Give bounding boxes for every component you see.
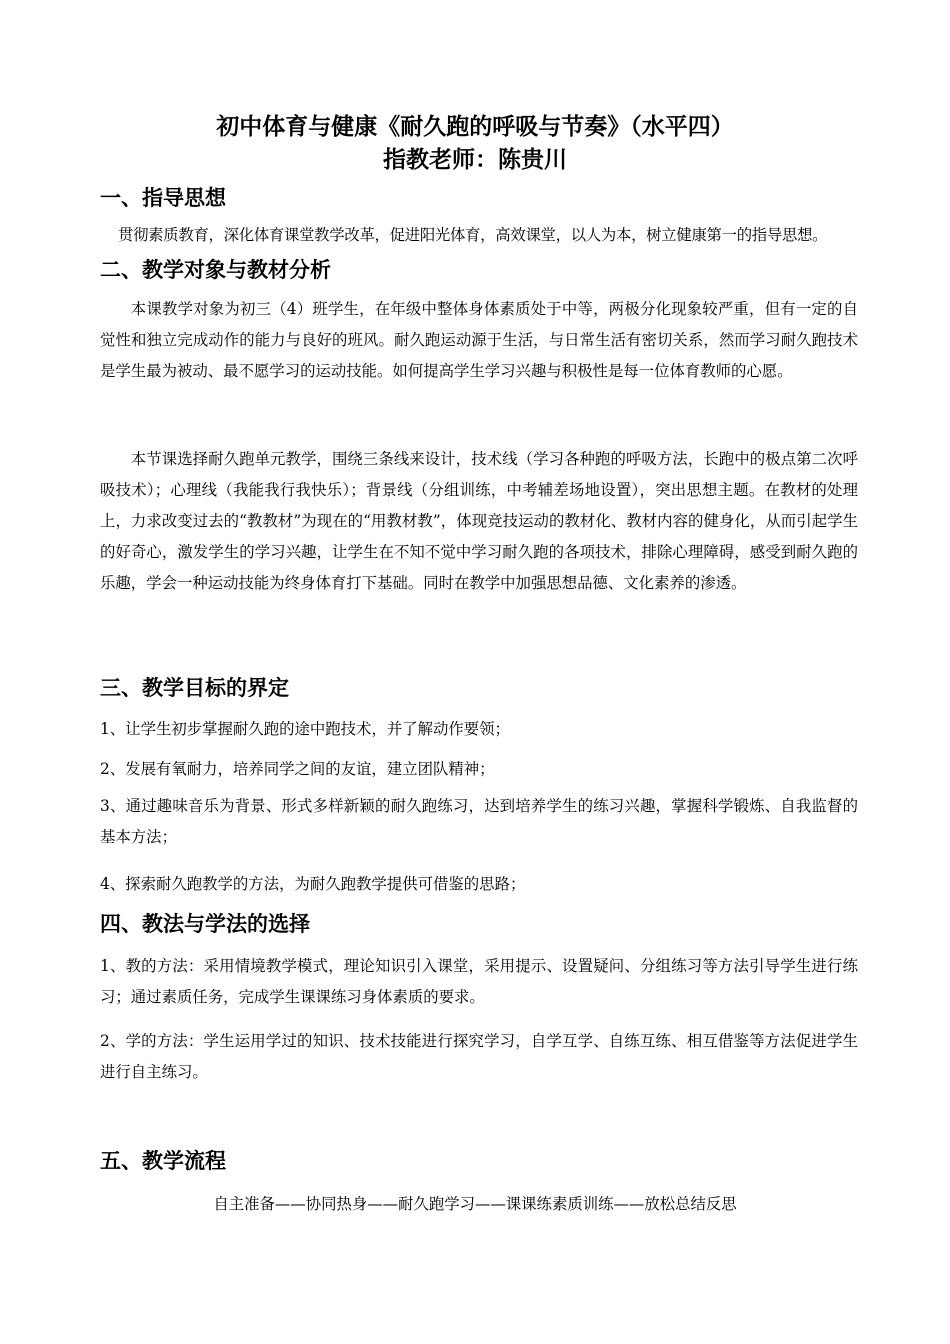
method-item: 2、学的方法：学生运用学过的知识、技术技能进行探究学习，自学互学、自练互练、相互借鉴等方法促进学生进行自主练习。 — [100, 1032, 858, 1081]
paragraph-material-analysis: 本节课选择耐久跑单元教学，围绕三条线来设计，技术线（学习各种跑的呼吸方法，长跑中的极点第二次呼吸技术）；心理线（我能我行我快乐）；背景线（分组训练，中考辅差场地设置），突出思想主题。在教材的处理上，力求改变过去的“教教材”为现在的“用教材教”，体现竞技运动的教材化、教材内容的健身化，从而引起学生的好奇心，激发学生的学习兴趣，让学生在不知不觉中学习耐久跑的各项技术，排除心理障碍，感受到耐久跑的乐趣，学会一种运动技能为终身体育打下基础。同时在教学中加强思想品德、文化素养的渗透。 — [100, 450, 858, 592]
goal-item: 1、让学生初步掌握耐久跑的途中跑技术，并了解动作要领； — [100, 720, 510, 738]
teaching-flow-text: 自主准备——协同热身——耐久跑学习——课课练素质训练——放松总结反思 — [213, 1195, 737, 1213]
goal-item: 4、探索耐久跑教学的方法，为耐久跑教学提供可借鉴的思路； — [100, 875, 526, 893]
document-title: 初中体育与健康《耐久跑的呼吸与节奏》（水平四） — [216, 114, 734, 140]
method-item: 1、教的方法：采用情境教学模式，理论知识引入课堂，采用提示、设置疑问、分组练习等方法引导学生进行练习；通过素质任务，完成学生课课练习身体素质的要求。 — [100, 957, 858, 1006]
section-heading-teaching-goals: 三、教学目标的界定 — [100, 676, 289, 700]
section-heading-guiding-ideology: 一、指导思想 — [100, 186, 226, 210]
section-heading-teaching-object: 二、教学对象与教材分析 — [100, 258, 331, 282]
section-heading-methods: 四、教法与学法的选择 — [100, 912, 310, 936]
document-subtitle: 指教老师：陈贵川 — [383, 147, 567, 173]
section-heading-teaching-flow: 五、教学流程 — [100, 1149, 226, 1173]
goal-item: 2、发展有氧耐力，培养同学之间的友谊，建立团队精神； — [100, 760, 495, 778]
paragraph-guiding-ideology: 贯彻素质教育，深化体育课堂教学改革，促进阳光体育，高效课堂，以人为本，树立健康第一的指导思想。 — [118, 226, 828, 244]
paragraph-teaching-object: 本课教学对象为初三（4）班学生，在年级中整体身体素质处于中等，两极分化现象较严重，但有一定的自觉性和独立完成动作的能力与良好的班风。耐久跑运动源于生活，与日常生活有密切关系，然而学习耐久跑技术是学生最为被动、最不愿学习的运动技能。如何提高学生学习兴趣与积极性是每一位体育教师的心愿。 — [100, 300, 858, 380]
goal-item: 3、通过趣味音乐为背景、形式多样新颖的耐久跑练习，达到培养学生的练习兴趣，掌握科学锻炼、自我监督的基本方法； — [100, 797, 858, 846]
